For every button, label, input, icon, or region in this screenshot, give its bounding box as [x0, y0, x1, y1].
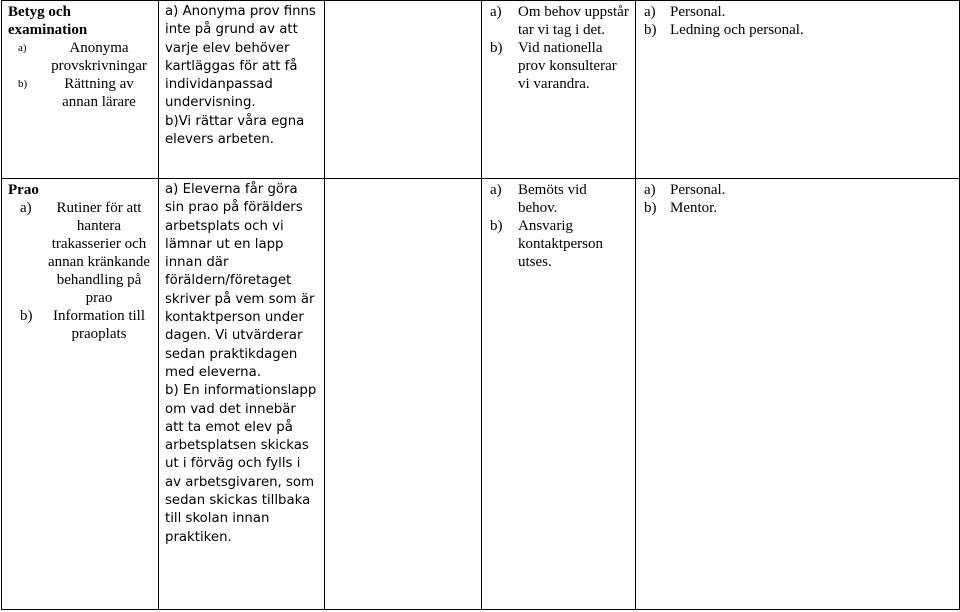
category-title: Prao	[8, 182, 39, 198]
list-text: Anonyma provskrivningar	[51, 40, 147, 74]
list-marker: a)	[644, 182, 656, 198]
list-marker: a)	[644, 4, 656, 20]
list-item	[488, 39, 629, 93]
category-list	[8, 199, 152, 343]
list-marker: b)	[20, 308, 33, 324]
list-text: Personal.	[670, 182, 726, 198]
description-paragraph: a) Anonyma prov finns inte på grund av att varje elev behöver kartläggas för att få individanpassad undervisning.	[165, 4, 316, 111]
table-row	[2, 1, 960, 179]
category-list	[8, 39, 152, 111]
list-text: Information till praoplats	[52, 308, 146, 342]
responsible-cell	[636, 179, 960, 610]
list-item	[488, 3, 629, 39]
list-marker: b)	[644, 22, 657, 38]
description-cell	[159, 179, 325, 610]
table-row	[2, 179, 960, 610]
list-item	[642, 3, 953, 21]
empty-cell	[325, 179, 482, 610]
list-text: Vid nationella prov konsulterar vi varandra.	[518, 40, 617, 92]
description-cell	[159, 1, 325, 179]
list-text: Om behov uppstår tar vi tag i det.	[518, 4, 629, 38]
list-marker: a)	[490, 182, 502, 198]
responsible-list	[642, 3, 953, 39]
empty-cell-text	[325, 1, 481, 3]
list-text: Bemöts vid behov.	[518, 182, 587, 216]
category-title: Betyg och examination	[8, 4, 88, 38]
list-marker: a)	[20, 200, 32, 216]
list-item	[8, 307, 152, 343]
description-paragraph: b)Vi rättar våra egna elevers arbeten.	[165, 113, 305, 148]
list-marker: b)	[490, 218, 503, 234]
list-item	[8, 75, 152, 111]
responsible-cell	[636, 1, 960, 179]
needs-list	[488, 3, 629, 93]
list-marker: b)	[18, 78, 28, 90]
list-text: Ansvarig kontaktperson utses.	[518, 218, 603, 270]
list-item	[488, 181, 629, 217]
list-text: Rutiner för att hantera trakasserier och annan kränkande behandling på prao	[47, 200, 151, 306]
needs-cell	[482, 1, 636, 179]
list-text: Mentor.	[670, 200, 718, 216]
document-table	[1, 0, 960, 610]
list-text: Rättning av annan lärare	[62, 76, 136, 110]
description-paragraph: b) En informationslapp om vad det innebär att ta emot elev på arbetsplatsen skickas ut i förväg och fylls i av arbetsgivaren, som sedan skickas tillbaka till skolan innan praktiken.	[165, 383, 317, 545]
list-item	[642, 21, 953, 39]
needs-cell	[482, 179, 636, 610]
list-text: Personal.	[670, 4, 726, 20]
responsible-list	[642, 181, 953, 217]
list-marker: b)	[490, 40, 503, 56]
list-item	[8, 199, 152, 307]
list-marker: a)	[18, 42, 27, 54]
list-marker: a)	[490, 4, 502, 20]
empty-cell-text	[325, 179, 481, 181]
list-item	[642, 199, 953, 217]
list-text: Ledning och personal.	[670, 22, 804, 38]
list-item	[8, 39, 152, 75]
category-cell	[2, 1, 159, 179]
needs-list	[488, 181, 629, 271]
category-cell	[2, 179, 159, 610]
list-item	[488, 217, 629, 271]
description-paragraph: a) Eleverna får göra sin prao på förälders arbetsplats och vi lämnar ut en lapp innan där föräldern/företaget skriver på vem som är kontaktperson under dagen. Vi utvärderar sedan praktikdagen med eleverna.	[165, 182, 315, 380]
list-item	[642, 181, 953, 199]
empty-cell	[325, 1, 482, 179]
list-marker: b)	[644, 200, 657, 216]
